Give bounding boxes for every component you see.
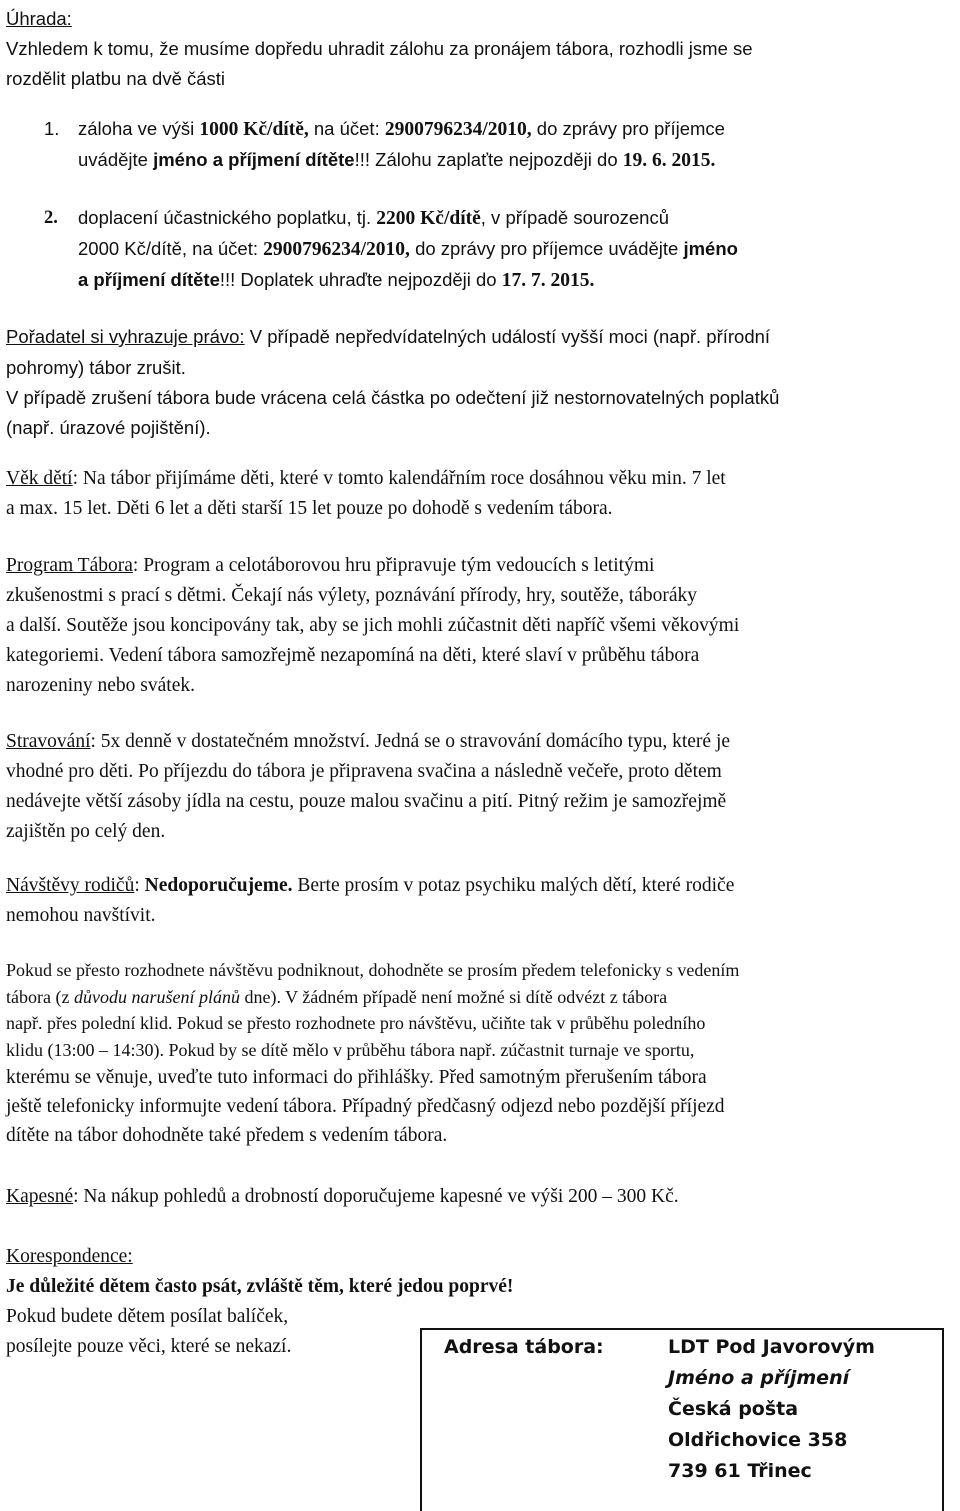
organizer-rights-section: Pořadatel si vyhrazuje právo: V případě nepředvídatelných událostí vyšší moci (např. přírodní pohromy) tábor zrušit. V případě zrušení tábora bude vrácena celá částka po odečtení již nestornovatelných poplatků (např. úrazové pojištění). (6, 326, 780, 438)
organizer-rights-label: Pořadatel si vyhrazuje právo: (6, 326, 245, 347)
correspondence-note: Je důležité dětem často psát, zvláště těm, které jedou poprvé! (6, 1276, 514, 1297)
camp-address-lines (668, 1330, 875, 1487)
age-label: Věk dětí (6, 468, 73, 489)
uhrada-section (6, 4, 950, 94)
address-line-4: Oldřichovice 358 (668, 1429, 848, 1451)
item-1-number: 1. (44, 118, 60, 139)
address-line-1: LDT Pod Javorovým (668, 1336, 875, 1358)
pocket-money-label: Kapesné (6, 1186, 74, 1207)
pocket-money-section: Kapesné: Na nákup pohledů a drobností doporučujeme kapesné ve výši 200 – 300 Kč. (6, 1186, 679, 1207)
address-line-2: Jméno a příjmení (668, 1367, 850, 1389)
correspondence-section: Korespondence: Je důležité dětem často psát, zvláště těm, které jedou poprvé! Pokud budete dětem posílat balíček, posílejte pouze věci, které se nekazí. (6, 1242, 950, 1362)
address-line-3: Česká pošta (668, 1398, 799, 1420)
program-section: Program Tábora: Program a celotáborovou hru připravuje tým vedoucích s letitými zkušenostmi s prací s dětmi. Čekají nás výlety, poznávání přírody, hry, soutěže, táboráky a další. Soutěže jsou koncipovány tak, aby se jich mohli zúčastnit děti napříč všemi věkovými kategoriemi. Vedení tábora samozřejmě nezapomíná na děti, které slaví v průběhu tábora narozeniny nebo svátek. (6, 555, 740, 696)
age-section: Věk dětí: Na tábor přijímáme děti, které v tomto kalendářním roce dosáhnou věku min. 7 let a max. 15 let. Děti 6 let a děti starší 15 let pouze po dohodě s vedením tábora. (6, 468, 726, 519)
meals-section: Stravování: 5x denně v dostatečném množství. Jedná se o stravování domácího typu, které je vhodné pro děti. Po příjezdu do tábora je připravena svačina a následně večeře, proto dětem nedávejte větší zásoby jídla na cestu, pouze malou svačinu a pití. Pitný režim je samozřejmě zajištěn po celý den. (6, 731, 731, 842)
fee-amount: 2200 Kč/dítě (376, 208, 481, 229)
name-requirement: jméno a příjmení dítěte (153, 149, 355, 170)
visits-not-recommended: Nedoporučujeme. (144, 875, 293, 896)
visits-section: Návštěvy rodičů: Nedoporučujeme. Berte prosím v potaz psychiku malých dětí, které rodiče nemohou navštívit. (6, 875, 735, 926)
camp-address-box (420, 1328, 944, 1511)
fee-deadline: 17. 7. 2015. (501, 270, 595, 291)
program-label: Program Tábora (6, 555, 133, 576)
item-2-number: 2. (44, 208, 58, 228)
payment-item-1: 1. záloha ve výši 1000 Kč/dítě, na účet: 2900796234/2010, do zprávy pro příjemce uvádějte jméno a příjmení dítěte!!! Zálohu zaplaťte nejpozději do 19. 6. 2015. (6, 114, 950, 176)
deposit-deadline: 19. 6. 2015. (622, 150, 716, 171)
visits-details: Pokud se přesto rozhodnete návštěvu podniknout, dohodněte se prosím předem telefonicky s vedením tábora (z důvodu narušení plánů dne). V žádném případě není možné si dítě odvézt z tábora např. přes polední klid. Pokud se přesto rozhodnete pro návštěvu, učiňte tak v průběhu poledního klidu (13:00 – 14:30). Pokud by se dítě mělo v průběhu tábora např. zúčastnit turnaje ve sportu, kterému se věnuje, uveďte tuto informaci do přihlášky. Před samotným přerušením tábora ještě telefonicky informujte vedení tábora. Případný předčasný odjezd nebo pozdější příjezd dítěte na tábor dohodněte také předem s vedením tábora. (6, 960, 740, 1146)
payment-item-2: 2. doplacení účastnického poplatku, tj. 2200 Kč/dítě, v případě sourozenců 2000 Kč/dítě, na účet: 2900796234/2010, do zprávy pro příjemce uvádějte jméno a příjmení dítěte!!! Doplatek uhraďte nejpozději do 17. 7. 2015. (6, 203, 950, 295)
uhrada-intro-line1: Vzhledem k tomu, že musíme dopředu uhradit zálohu za pronájem tábora, rozhodli jsme se (6, 38, 753, 59)
camp-address-label: Adresa tábora: (444, 1336, 604, 1358)
uhrada-intro-line2: rozdělit platbu na dvě části (6, 68, 226, 89)
visits-label: Návštěvy rodičů (6, 875, 135, 896)
uhrada-heading: Úhrada: (6, 8, 72, 29)
deposit-amount: 1000 Kč/dítě, (199, 119, 309, 140)
meals-label: Stravování (6, 731, 91, 752)
address-line-5: 739 61 Třinec (668, 1460, 812, 1482)
correspondence-label: Korespondence: (6, 1246, 133, 1267)
account-number: 2900796234/2010, (384, 119, 532, 140)
